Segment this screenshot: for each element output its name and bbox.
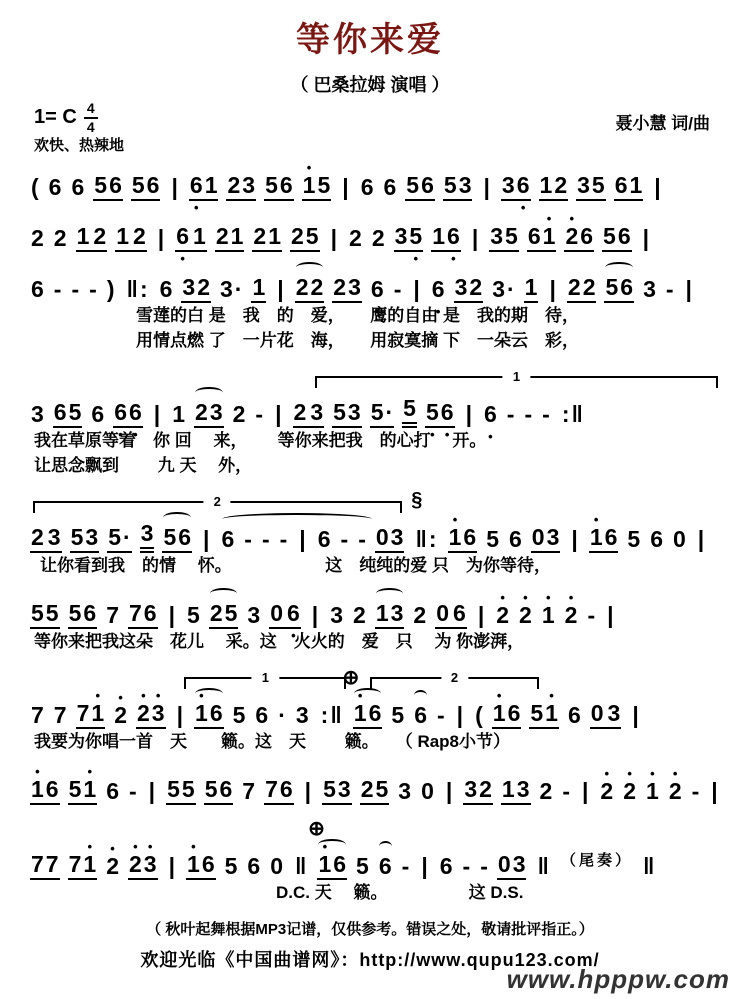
barline: |: [685, 276, 692, 303]
note-token: 6 •: [483, 402, 498, 428]
note-token: 0 3: [531, 525, 561, 553]
note-token: 2 3: [332, 275, 362, 303]
barline: |: [330, 225, 338, 252]
note-token: 5 ·: [107, 525, 131, 553]
site-link: 欢迎光临《中国曲谱网》：http://www.qupu123.com/: [140, 950, 600, 971]
barline: |: [176, 702, 184, 729]
music-line-8: [26, 767, 718, 805]
note-token: • 1 6: [448, 525, 478, 553]
note-token: • 2: [622, 779, 637, 805]
note-token: 0 3: [590, 701, 622, 729]
note-token: 2 5: [290, 224, 320, 252]
note-token: • 2 6: [564, 224, 594, 252]
barline: |: [277, 276, 284, 303]
note-token: 3 5: [489, 224, 519, 252]
volta-bracket: [370, 670, 539, 689]
note-token: -: [89, 276, 97, 303]
note-token: • 2: [113, 703, 128, 729]
note-token: 3 5: [576, 173, 606, 201]
music-line-3: [26, 265, 714, 353]
music-line-6: [26, 591, 714, 654]
note-token: 5: [232, 702, 246, 729]
note-token: 0: [270, 853, 283, 880]
barline: |: [581, 778, 589, 805]
barline: |: [148, 778, 156, 805]
lyric-row: 雪莲的白 是 我 的 爱， 鹰的自由 是 我的期 待，: [136, 306, 579, 326]
note-token: 7 6: [264, 777, 294, 805]
note-token: 6: [439, 853, 453, 880]
note-token: 1 2: [76, 224, 108, 252]
note-token: 7 6: [128, 601, 158, 629]
note-token: 6 •: [370, 277, 385, 303]
note-token: 0 3: [497, 852, 527, 880]
note-token: 1 3: [375, 601, 405, 629]
barline: |: [642, 225, 650, 252]
watermark: www.hpppw.com: [506, 964, 730, 994]
note-token: 1 2: [115, 224, 147, 252]
note-token: 2: [31, 225, 44, 252]
note-token: 6: [317, 526, 331, 553]
note-token: 6: [48, 174, 62, 201]
note-token: -: [562, 778, 570, 805]
barline: |: [311, 602, 319, 629]
barline: ‖ :: [415, 526, 437, 553]
note-token: -: [279, 526, 288, 553]
note-token: 2: [371, 225, 385, 252]
note-token: 1 3: [501, 777, 531, 805]
note-token: 1: [251, 275, 266, 303]
deco-row: [26, 491, 714, 515]
coda-icon: ⊕: [342, 667, 360, 690]
barline: |: [304, 778, 312, 805]
barline: |: [342, 174, 349, 201]
note-token: 0 6 •: [269, 601, 301, 629]
barline: |: [153, 401, 161, 428]
note-token: 5 3: [70, 525, 100, 553]
note-token: 5 • 6 •: [425, 400, 455, 428]
notes-row: [26, 591, 714, 629]
note-token: 5 ·: [370, 400, 394, 428]
note-token: -: [542, 401, 550, 428]
music-line-9: [26, 818, 714, 905]
note-token: ): [106, 276, 115, 303]
notes-row: [26, 515, 714, 553]
note-token: 6 • 1: [189, 173, 219, 201]
note-token: • 1: [645, 779, 660, 805]
note-token: 2 3: [226, 173, 256, 201]
notes-row: [26, 767, 718, 805]
note-token: 6: [378, 853, 392, 880]
note-token: -: [128, 778, 137, 805]
time-signature: [84, 101, 98, 134]
note-token: 3: [398, 778, 412, 805]
note-token: 5 6: [162, 525, 192, 553]
lyric-row: 等你来把我这朵 花儿 采。这 火火的 爱 只 为 你澎湃，: [34, 632, 525, 652]
music-line-7: [26, 667, 714, 754]
note-token: 5: [402, 396, 417, 428]
meta-row: [0, 97, 740, 134]
note-token: • 1 6: [589, 525, 619, 553]
page-title: 等你来爱: [296, 21, 444, 59]
notes-row: [26, 390, 714, 428]
barline: |: [483, 174, 490, 201]
note-token: 3 ·: [220, 276, 243, 303]
note-token: 3: [31, 401, 44, 428]
note-token: 5 6: [405, 173, 435, 201]
note-token: 3: [643, 276, 656, 303]
music-line-4: [26, 366, 714, 478]
note-token: 0: [673, 526, 686, 553]
note-token: 5 • 1: [529, 701, 559, 729]
note-token: 2 3: [30, 525, 62, 553]
note-token: • 2: [599, 779, 614, 805]
note-token: 5 6: [204, 777, 234, 805]
barline: |: [697, 526, 705, 553]
barline: |: [445, 778, 453, 805]
note-token: 6: [221, 526, 235, 553]
notes-row: [26, 691, 714, 729]
note-token: -: [691, 778, 700, 805]
note-token: 6: [567, 702, 581, 729]
note-token: 6: [360, 174, 374, 201]
note-token: 5 6: [264, 173, 294, 201]
note-token: 2: [53, 225, 67, 252]
note-token: （ 尾 奏 ）: [560, 851, 631, 869]
deco-row: [26, 818, 714, 842]
barline: |: [275, 401, 282, 428]
note-token: 6: [91, 401, 105, 428]
volta-label: 1: [252, 669, 279, 687]
barline: ‖ :: [126, 276, 148, 303]
note-token: -: [480, 853, 488, 880]
barline: |: [456, 702, 464, 729]
note-token: (: [31, 174, 39, 201]
barline: |: [477, 602, 485, 629]
barline: |: [421, 853, 428, 880]
note-token: 0 3: [375, 525, 405, 553]
note-token: 3: [247, 602, 261, 629]
note-token: 3 ·: [492, 276, 515, 303]
note-token: 6: [383, 174, 397, 201]
note-token: 6: [414, 702, 427, 729]
note-token: • 2: [105, 854, 120, 880]
note-token: 3 6 •: [501, 173, 531, 201]
barline: |: [632, 702, 639, 729]
volta-bracket: [315, 369, 718, 388]
note-token: 3 2: [454, 275, 484, 303]
segno-icon: §: [411, 489, 423, 512]
barline: |: [203, 526, 210, 553]
barline: |: [471, 225, 479, 252]
singer-credit: （ 巴桑拉姆 演唱 ）: [290, 75, 450, 95]
music-line-5: [26, 491, 714, 578]
note-token: • 1 6: [317, 852, 347, 880]
note-token: 3 5 •: [394, 224, 424, 252]
deco-row: [26, 366, 714, 390]
volta-bracket: [33, 494, 402, 513]
barline: ‖: [537, 853, 549, 880]
barline: ‖: [295, 853, 307, 880]
note-token: 5: [391, 702, 405, 729]
volta-label: 1: [503, 368, 530, 386]
note-token: 1 6 •: [431, 224, 461, 252]
note-token: 7: [106, 602, 119, 629]
note-token: 5: [627, 526, 641, 553]
volta-label: 2: [204, 493, 231, 511]
note-token: 7: [31, 702, 44, 729]
lyric-row: 我在草原等着 你 回 来， 等你来把我 的心打 开。: [34, 431, 487, 451]
note-token: 2: [232, 401, 246, 428]
note-token: 5 3: [443, 173, 473, 201]
note-token: 5: [224, 853, 238, 880]
time-bottom: 4: [86, 118, 95, 135]
note-token: 3: [330, 602, 344, 629]
barline: |: [171, 174, 178, 201]
note-token: 5 6: [68, 601, 98, 629]
note-token: 2: [349, 225, 362, 252]
composer-credit: 聂小慧 词/曲: [615, 114, 710, 133]
note-token: • 2 • 3: [136, 701, 166, 729]
note-token: • 2: [668, 779, 683, 805]
note-token: • 1 6: [186, 852, 216, 880]
note-token: 5: [356, 853, 369, 880]
footer-note: （ 秋叶起舞根据MP3记谱，仅供参考。错误之处，敬请批评指正。）: [146, 921, 594, 939]
note-token: 5 6: [93, 173, 123, 201]
note-token: 7 • 1: [68, 852, 98, 880]
barline: |: [607, 602, 614, 629]
note-token: 6 1: [614, 173, 644, 201]
note-token: 6 • 6 •: [113, 400, 143, 428]
note-token: 6: [508, 526, 522, 553]
barline: |: [465, 401, 472, 428]
note-token: 5 5: [30, 601, 60, 629]
note-token: -: [71, 276, 80, 303]
note-token: 5 5: [166, 777, 196, 805]
note-token: 7 • 1: [76, 701, 106, 729]
key-signature: [34, 101, 98, 134]
tempo-marking: 欢快、热辣地: [34, 137, 125, 155]
note-token: 6: [255, 702, 269, 729]
note-token: 2 2: [567, 275, 597, 303]
note-token: 6: [71, 174, 85, 201]
note-token: 2: [413, 602, 427, 629]
note-token: -: [393, 276, 402, 303]
note-token: 5 6: [604, 275, 634, 303]
note-token: • 2: [564, 603, 579, 629]
barline: ‖: [643, 853, 655, 880]
note-token: 6 5: [53, 400, 83, 428]
lyric-row: 用情点燃 了 一片花 海， 用寂寞摘 下 一朵云 彩，: [136, 331, 579, 351]
notes-row: [26, 842, 714, 880]
note-token: 6 •: [159, 277, 174, 303]
note-token: • 1 6: [353, 701, 383, 729]
lyric-row: 我要为你唱一首 天 籁。这 天 籁。 （ Rap8小节）: [34, 732, 511, 752]
note-token: 2 3: [194, 400, 224, 428]
note-token: -: [587, 602, 596, 629]
note-token: 6: [31, 276, 44, 303]
note-token: 1: [524, 275, 539, 303]
note-token: • 1 5: [302, 173, 332, 201]
barline: |: [413, 276, 420, 303]
note-token: -: [436, 702, 445, 729]
note-token: • 2: [495, 603, 510, 629]
note-token: 7 7: [30, 852, 60, 880]
music-line-1: [26, 163, 714, 201]
key-text: 1= C: [34, 106, 77, 129]
note-token: 5 6: [602, 224, 632, 252]
note-token: 2 2: [295, 275, 325, 303]
time-top: 4: [84, 101, 98, 119]
note-token: -: [506, 401, 515, 428]
note-token: -: [358, 526, 366, 553]
note-token: -: [53, 276, 62, 303]
note-token: 6: [106, 778, 119, 805]
note-token: 2 3: [293, 400, 325, 428]
note-token: 5 6: [131, 173, 161, 201]
note-token: • 1: [541, 603, 556, 629]
barline: |: [168, 853, 176, 880]
note-token: 1: [172, 401, 186, 428]
barline: : ‖: [561, 401, 583, 428]
score: [0, 155, 740, 905]
note-token: • 1 6: [30, 777, 60, 805]
barline: |: [711, 778, 718, 805]
note-token: 5 3: [322, 777, 352, 805]
barline: |: [571, 526, 578, 553]
note-token: 5: [187, 602, 200, 629]
note-token: 3: [295, 702, 309, 729]
note-token: 5 3: [332, 400, 362, 428]
note-token: 5 • 1: [68, 777, 98, 805]
note-token: 3: [140, 521, 155, 553]
music-line-2: [26, 214, 714, 252]
note-token: 2 5: [209, 601, 239, 629]
lyric-row: D.C. 天 籁。 这 D.S.: [276, 883, 524, 903]
note-token: • 2 • 3: [128, 852, 158, 880]
note-token: 0 6 •: [435, 601, 467, 629]
note-token: 2 1: [252, 224, 282, 252]
note-token: 0: [421, 778, 434, 805]
lyric-row: 让你看到我 的情 怀。 这 纯纯的爱 只 为你等待，: [40, 556, 551, 576]
barline: |: [157, 225, 165, 252]
barline: : ‖: [320, 702, 342, 729]
note-token: 2 5: [360, 777, 390, 805]
note-token: 3 2: [181, 275, 211, 303]
note-token: -: [244, 526, 252, 553]
note-token: 7: [53, 702, 67, 729]
volta-label: 2: [441, 669, 468, 687]
note-token: 3 2: [463, 777, 493, 805]
note-token: 2 1: [215, 224, 245, 252]
notes-row: [26, 163, 714, 201]
note-token: 1 2: [539, 173, 569, 201]
note-token: -: [462, 853, 471, 880]
notes-row: [26, 214, 714, 252]
note-token: 5: [486, 526, 499, 553]
note-token: ·: [278, 702, 286, 729]
note-token: -: [401, 853, 410, 880]
note-token: 7: [242, 778, 256, 805]
coda-icon: ⊕: [308, 818, 325, 841]
note-token: -: [255, 401, 264, 428]
note-token: 6 • 1: [175, 224, 207, 252]
barline: |: [654, 174, 661, 201]
note-token: (: [475, 702, 483, 729]
note-token: 6 •: [431, 277, 446, 303]
barline: |: [549, 276, 556, 303]
note-token: -: [524, 401, 533, 428]
note-token: -: [665, 276, 674, 303]
note-token: 6 • 1: [527, 224, 557, 252]
note-token: • 2: [518, 603, 533, 629]
note-token: 2: [353, 602, 366, 629]
note-token: 6: [650, 526, 663, 553]
lyric-row: 让思念飘到 九 天 外，: [34, 456, 253, 476]
barline: |: [168, 602, 176, 629]
notes-row: [26, 265, 714, 303]
note-token: 2: [539, 778, 553, 805]
note-token: 6: [247, 853, 261, 880]
note-token: • 1 6: [492, 701, 522, 729]
note-token: -: [261, 526, 270, 553]
note-token: • 1 6: [194, 701, 224, 729]
note-token: -: [340, 526, 349, 553]
barline: |: [299, 526, 306, 553]
